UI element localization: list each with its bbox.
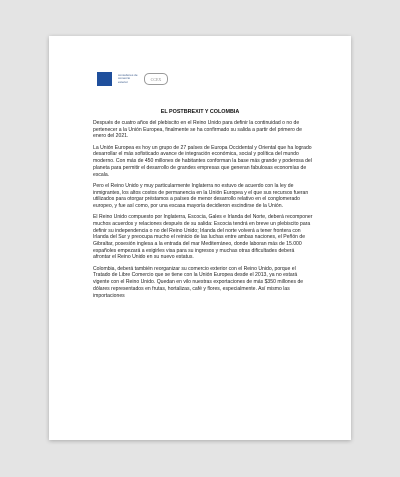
document-body bbox=[93, 120, 313, 304]
header-logos bbox=[97, 72, 168, 86]
company-logo bbox=[97, 72, 112, 86]
paragraph: Colombia, deberá también reorganizar su comercio exterior con el Reino Unido, porque el Tratado de Libre Comercio que se tiene con la Unión Europea desde el 2013, ya no estará vigente con el Reino Unido. Quedan en vilo nuestras exportaciones de más $350 millones de dólares representados en frutas, hortalizas, café y flores, especialmente. Así mismo las importaciones bbox=[93, 265, 304, 299]
document-title: EL POSTBREXIT Y COLOMBIA bbox=[160, 109, 240, 115]
certification-seal: CCEX bbox=[144, 73, 168, 85]
paragraph: Pero el Reino Unido y muy particularmente Inglaterra no estuvo de acuerdo con la ley de inmigrantes, los altos costos de permanencia en la Unión Europea y el que sus recursos fueran utilizados para otorgar préstamos a países de menor desarrollo relativo en el conglomerado europeo, y fue así como, por una escasa mayoría decidieron escindirse de la Unión. bbox=[93, 182, 309, 209]
paragraph: El Reino Unido compuesto por Inglaterra, Escocia, Gales e Irlanda del Norte, deberá recomponer muchos acuerdos y relaciones después de su salida: Escocia tendrá en breve un plebiscito para definir su independencia o no del Reino Unido; Irlanda del norte volverá a tener frontera con Irlanda del Sur y preocupa mucho el reinicio de las luchas entre ambas naciones, el Peñón de Gibraltar, posesión inglesa a la entrada del mar Mediterráneo, donde laboran más de 15.000 españoles empezará a exigirles visa para su ingresos y muchas otras dificultades deberá afrontar el Reino Unido en su nuevo estatus. bbox=[93, 214, 313, 261]
document-page bbox=[49, 36, 351, 440]
paragraph: Después de cuatro años del plebiscito en el Reino Unido para definir la continuidad o no de pertenecer a la Unión Europea, finalmente se ha confirmado su salida a partir del primero de enero del 2021. bbox=[93, 120, 302, 140]
company-tagline: consultores de comercio exterior bbox=[118, 72, 138, 84]
paragraph: La Unión Europea es hoy un grupo de 27 países de Europa Occidental y Oriental que ha logrado desarrollar el más sofisticado avance de integración económica, social y política del mundo moderno. Con más de 450 millones de habitantes conforman la base más grande y poderosa del planeta para permitir el desarrollo de grandes empresas que generan fabulosas economías de escala. bbox=[93, 144, 312, 178]
